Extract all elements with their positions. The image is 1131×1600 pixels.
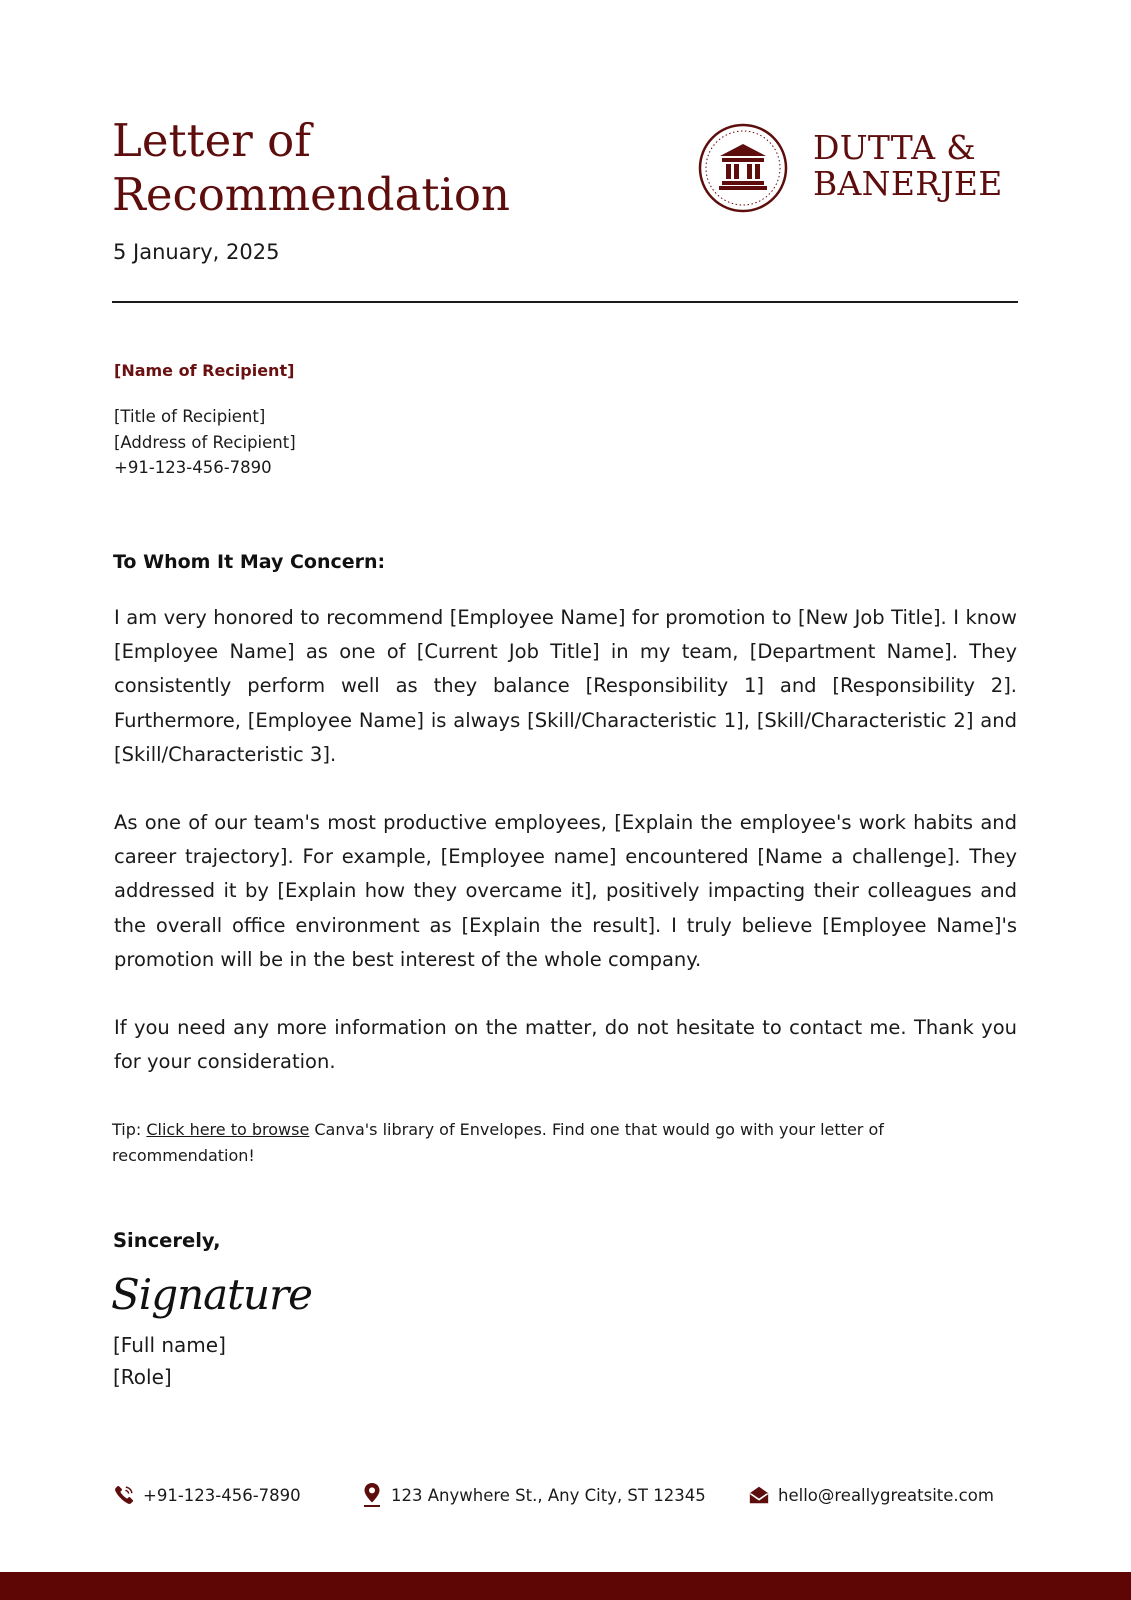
signer-full-name: [Full name] [113, 1333, 226, 1357]
recipient-details [114, 404, 296, 481]
phone-icon [113, 1484, 135, 1506]
footer-address [361, 1482, 706, 1508]
letter-date: 5 January, 2025 [113, 240, 280, 264]
title-line-1: Letter of [112, 114, 311, 167]
brand-name [813, 130, 1003, 202]
envelope-icon [748, 1484, 770, 1506]
location-pin-icon [361, 1482, 383, 1508]
signer-block [113, 1329, 226, 1393]
courthouse-logo-icon [698, 123, 788, 213]
tip-note [112, 1117, 912, 1168]
recipient-address: [Address of Recipient] [114, 432, 296, 452]
browse-envelopes-link[interactable]: Click here to browse [146, 1120, 310, 1139]
footer-bar [0, 1572, 1131, 1600]
tip-suffix: Canva's library of Envelopes. Find one that would go with your letter of recommendation! [112, 1120, 884, 1165]
signature: Signature [111, 1270, 313, 1319]
body-paragraph-2: As one of our team's most productive employees, [Explain the employee's work habits and career trajectory]. For example, [Employee name] encountered [Name a challenge]. They addressed it by [Explain how they overcame it], positively impacting their colleagues and the overall office environment as [Explain the result]. I truly believe [Employee Name]'s promotion will be in the best interest of the whole company. [114, 811, 1017, 971]
footer-phone-text: +91-123-456-7890 [143, 1485, 301, 1505]
closing: Sincerely, [113, 1229, 221, 1252]
recipient-name: [Name of Recipient] [114, 361, 295, 380]
recipient-title: [Title of Recipient] [114, 407, 266, 426]
tip-prefix: Tip: [112, 1120, 147, 1139]
body-paragraph-1: I am very honored to recommend [Employee Name] for promotion to [New Job Title]. I know [Employee Name] as one of [Current Job Title] in my team, [Department Name]. They consistently perform well as they balance [Responsibility 1] and [Responsibility 2]. Furthermore, [Employee Name] is always [Skill/Characteristic 1], [Skill/Characteristic 2] and [Skill/Characteristic 3]. [114, 606, 1017, 766]
brand-line-2: BANERJEE [813, 164, 1003, 203]
letter-title [112, 114, 632, 222]
signer-role: [Role] [113, 1365, 172, 1389]
footer-email [748, 1484, 994, 1506]
footer-phone [113, 1484, 301, 1506]
footer-address-text: 123 Anywhere St., Any City, ST 12345 [391, 1485, 706, 1505]
title-line-2: Recommendation [112, 168, 510, 221]
header-divider [112, 301, 1018, 303]
footer-email-text[interactable]: hello@reallygreatsite.com [778, 1485, 994, 1505]
recipient-phone: +91-123-456-7890 [114, 458, 272, 477]
salutation: To Whom It May Concern: [113, 551, 386, 573]
brand-line-1: DUTTA & [813, 128, 976, 167]
body-paragraph-3: If you need any more information on the matter, do not hesitate to contact me. Thank you for your consideration. [114, 1016, 1017, 1074]
